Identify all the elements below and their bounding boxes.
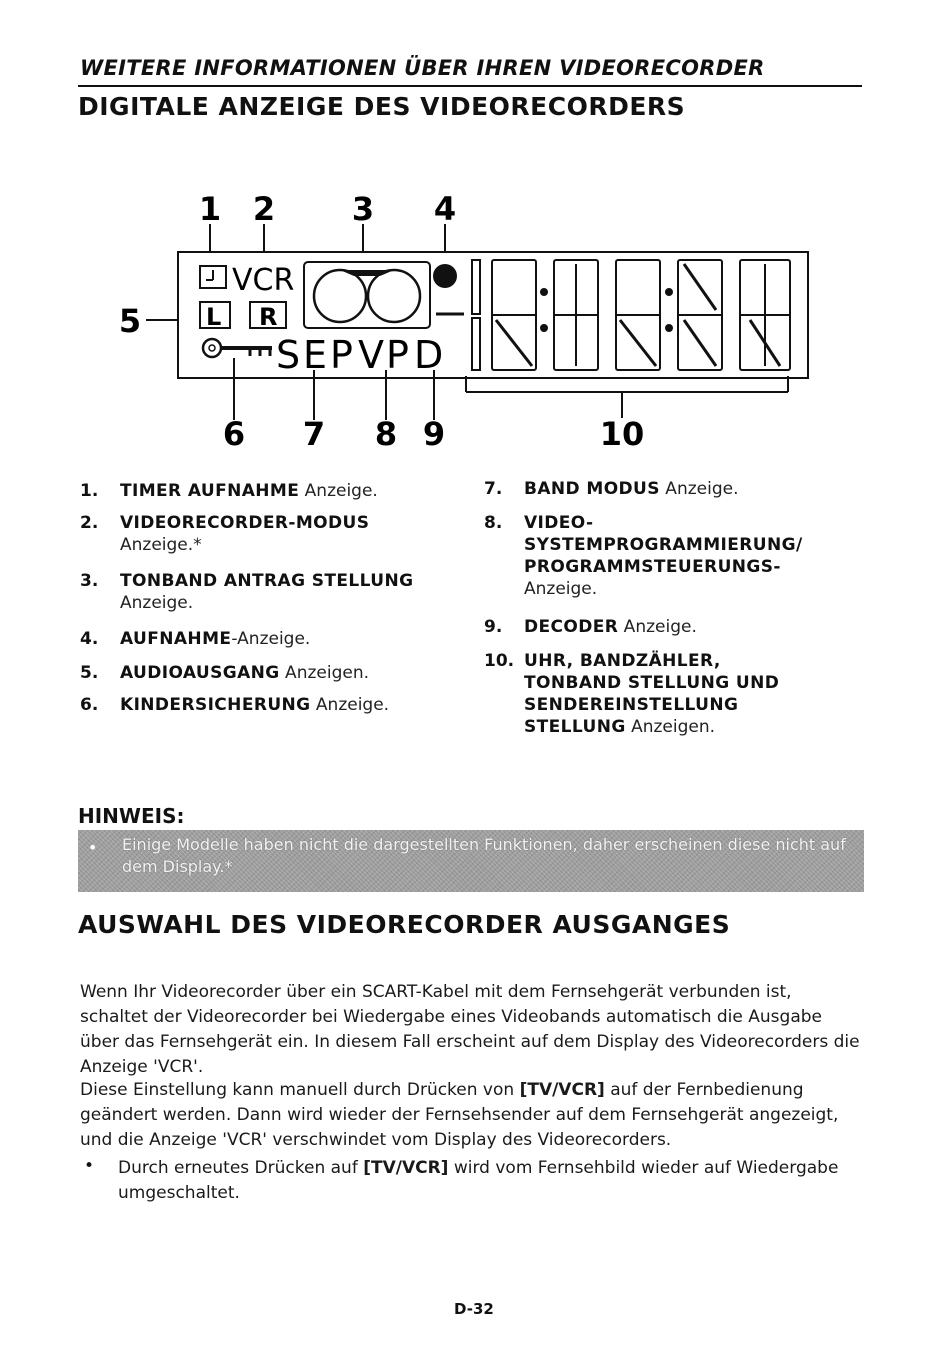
callout-1: 1 xyxy=(198,190,222,228)
callout-7: 7 xyxy=(302,415,326,450)
note-text: Einige Modelle haben nicht die dargestellten Funktionen, daher erscheinen diese nicht auf dem Display.* xyxy=(122,835,846,876)
mode-letter-d: D xyxy=(414,333,444,377)
legend-right: 7. BAND MODUS Anzeige. 8. VIDEO- SYSTEMPROGRAMMIERUNG/ PROGRAMMSTEUERUNGS- Anzeige. 9. DECODER Anzeige. 10. UHR, BANDZÄHLER, TONBAND STELLUNG UND SENDEREINSTELLUNG STELLUNG Anzeigen. xyxy=(484,479,803,737)
note-bullet: • xyxy=(88,838,98,857)
callout-5: 5 xyxy=(118,302,142,340)
mode-letter-v: V xyxy=(358,333,384,377)
callout-2: 2 xyxy=(252,190,276,228)
tv-vcr-key: [TV/VCR] xyxy=(519,1080,605,1100)
callout-9: 9 xyxy=(422,415,446,450)
bullet-paragraph: Durch erneutes Drücken auf [TV/VCR] wird vom Fernsehbild wieder auf Wiedergabe umgeschaltet. xyxy=(118,1158,839,1203)
kicker-rule xyxy=(78,85,862,87)
bullet-dot: • xyxy=(84,1156,95,1176)
vcr-indicator: VCR xyxy=(232,263,295,298)
note-label: HINWEIS: xyxy=(78,804,185,828)
note-box xyxy=(78,830,864,892)
record-dot-icon xyxy=(433,264,457,288)
section-title: AUSWAHL DES VIDEORECORDER AUSGANGES xyxy=(78,910,731,939)
vcr-display-diagram xyxy=(100,180,820,450)
mode-letter-p1: P xyxy=(330,333,353,377)
paragraph-2: Diese Einstellung kann manuell durch Drücken von [TV/VCR] auf der Fernbedienung geändert werden. Dann wird wieder der Fernsehsender auf dem Fernsehgerät angezeigt, und die Anzeige 'VCR' verschwindet vom Display des Videorecorders. xyxy=(80,1080,839,1150)
page-number: D-32 xyxy=(454,1300,494,1318)
callout-6: 6 xyxy=(222,415,246,450)
page-title: DIGITALE ANZEIGE DES VIDEORECORDERS xyxy=(78,92,686,121)
callout-4: 4 xyxy=(433,190,457,228)
audio-l-indicator: L xyxy=(206,303,222,331)
paragraph-1: Wenn Ihr Videorecorder über ein SCART-Kabel mit dem Fernsehgerät verbunden ist, schaltet der Videorecorder bei Wiedergabe eines Videobands automatisch die Ausgabe über das Fernsehgerät ein. In diesem Fall erscheint auf dem Display des Videorecorders die Anzeige 'VCR'. xyxy=(80,982,860,1077)
callout-3: 3 xyxy=(351,190,375,228)
tv-vcr-key-2: [TV/VCR] xyxy=(363,1158,449,1178)
legend-left: 1. TIMER AUFNAHME Anzeige. 2. VIDEORECORDER-MODUS Anzeige.* 3. TONBAND ANTRAG STELLUNG Anzeige. 4. AUFNAHME-Anzeige. 5. AUDIOAUSGANG Anzeigen. 6. KINDERSICHERUNG Anzeige. xyxy=(80,481,414,715)
mode-letter-s: S xyxy=(276,333,301,377)
mode-letter-e: E xyxy=(303,333,328,377)
callout-10: 10 xyxy=(599,415,645,450)
section-kicker: WEITERE INFORMATIONEN ÜBER IHREN VIDEORECORDER xyxy=(80,56,765,80)
mode-letter-p2: P xyxy=(386,333,409,377)
callout-8: 8 xyxy=(374,415,398,450)
audio-r-indicator: R xyxy=(259,303,278,331)
